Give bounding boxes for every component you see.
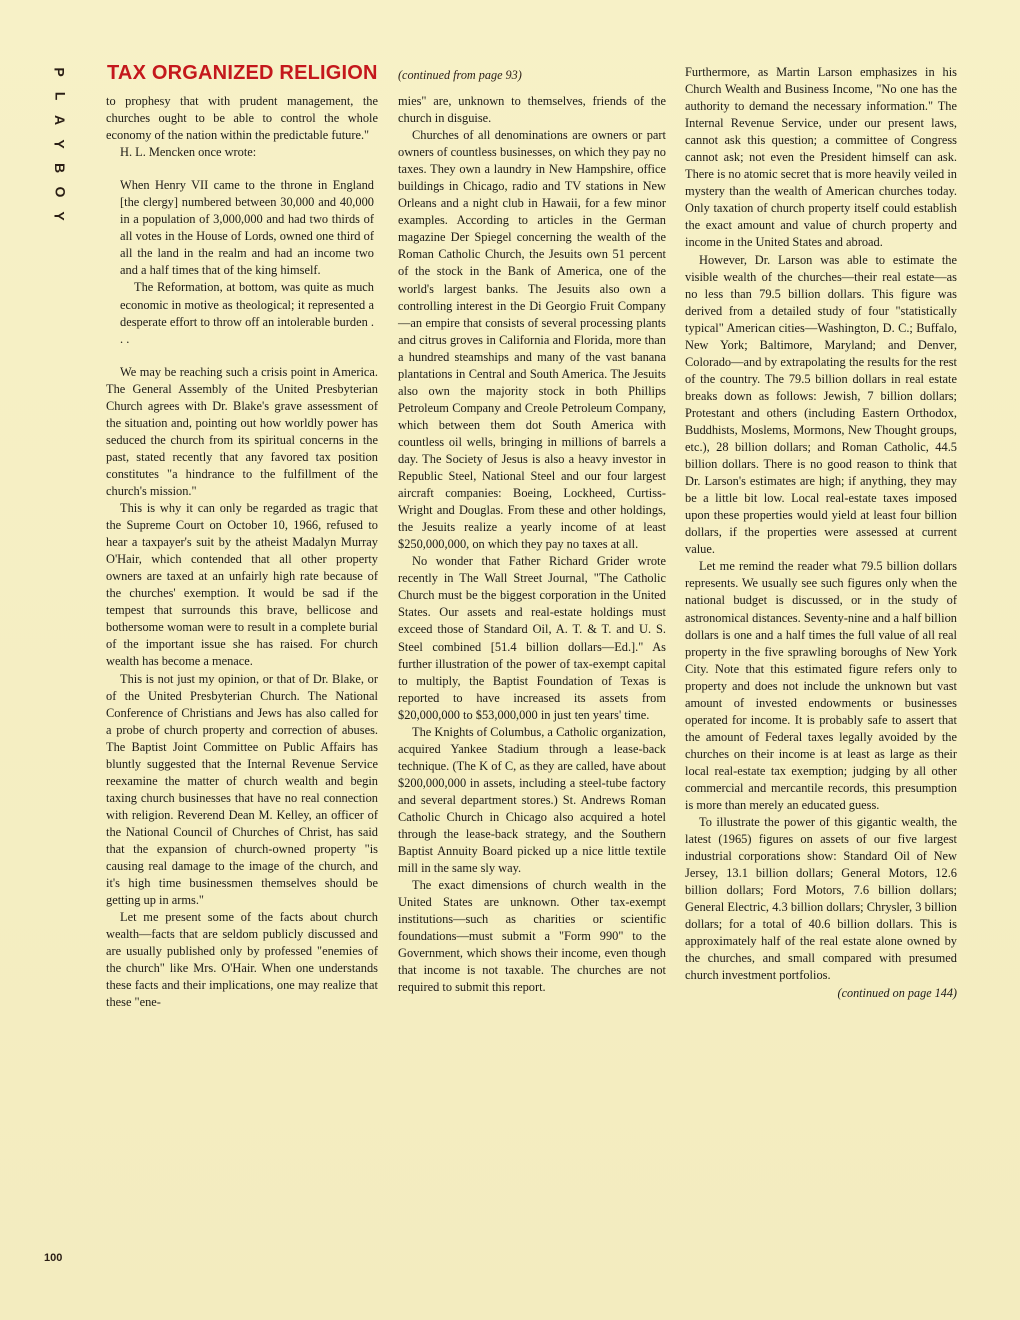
paragraph: This is why it can only be regarded as tragic that the Supreme Court on October 10, 1966, refused to hear a taxpayer's suit by the atheist Madalyn Murray O'Hair, which contended that all other property owners are taxed at an unfairly high rate because of the churches' exemption. It would be sad if the tempest that surrounds this brave, bellicose and bothersome woman were to result in a complete burial of the important issue she has raised. For church wealth has become a menace. <box>106 501 378 669</box>
brand-letter: P <box>52 67 68 77</box>
continued-on-note: (continued on page 144) <box>837 985 957 1000</box>
paragraph: mies" are, unknown to themselves, friends of the church in disguise. <box>398 94 666 126</box>
magazine-brand-vertical <box>50 60 70 228</box>
continued-from-note: (continued from page 93) <box>398 68 522 82</box>
paragraph: Let me present some of the facts about church wealth—facts that are seldom publicly discussed and are usually published only by professed "enemies of the church" like Mrs. O'Hair. When one understands these facts and their implications, one may realize that these "ene- <box>106 910 378 1010</box>
paragraph: However, Dr. Larson was able to estimate the visible wealth of the churches—their real estate—as no less than 79.5 billion dollars. This figure was derived from a detailed study of four "statistically typical" American cities—Washington, D. C.; Buffalo, New York; Baltimore, Maryland; and Denver, Colorado—and by extrapolating the results for the rest of the country. The 79.5 billion dollars in real estate breaks down as follows: Jewish, 7 billion dollars; Protestant and others (including Eastern Orthodox, Buddhists, Moslems, Mormons, New Thought groups, etc.), 28 billion dollars; and Roman Catholic, 44.5 billion dollars. There is no good reason to think that Dr. Larson's estimates are high; if anything, they may be a little bit low. Local real-estate taxes imposed upon these properties would yield at least four billion dollars, if the properties were assessed at current value. <box>685 252 957 557</box>
paragraph: H. L. Mencken once wrote: <box>120 145 257 160</box>
paragraph: The exact dimensions of church wealth in the United States are unknown. Other tax-exempt institutions—such as charities or scientific foundations—must submit a "Form 990" to the Government, which shows their income, even though that income is not taxable. The churches are not required to submit this report. <box>398 878 666 995</box>
paragraph: Churches of all denominations are owners or part owners of countless businesses, on which they pay no taxes. They own a laundry in New Hampshire, office buildings in Chicago, radio and TV stations in New Orleans and a night club in Hawaii, for a few minor examples. According to articles in the German magazine Der Spiegel concerning the wealth of the Roman Catholic Church, the Jesuits own 51 percent of the stock in the Bank of America, one of the world's largest banks. The Jesuits also own a controlling interest in the Di Georgio Fruit Company—an empire that consists of several processing plants and citrus groves in California and Florida, more than a hundred steamships and many of the vast banana plantations in Central and South America. The Jesuits also own the majority stock in both Phillips Petroleum Company and Creole Petroleum Company, which between them dot South America with countless oil wells, bringing in millions of barrels a day. The Society of Jesus is also a heavy investor in Republic Steel, National Steel and our four largest aircraft companies: Boeing, Lockheed, Curtiss-Wright and Douglas. From these and other holdings, the Jesuits realize a yearly income of at least $250,000,000, on which they pay no taxes at all. <box>398 128 666 552</box>
paragraph: We may be reaching such a crisis point in America. The General Assembly of the United Presbyterian Church agrees with Dr. Blake's grave assessment of the situation and, pointing out how worldly power has seduced the church from its spiritual concerns in the past, stated recently that any favored tax position constitutes "a hindrance to the fulfillment of the church's mission." <box>106 364 378 498</box>
block-quote <box>106 177 378 347</box>
brand-letter: A <box>52 114 68 126</box>
article-column-2 <box>398 93 666 996</box>
article-headline: TAX ORGANIZED RELIGION <box>107 62 378 84</box>
quote-paragraph: When Henry VII came to the throne in England [the clergy] numbered between 30,000 and 40,000 in a population of 3,000,000 and had two thirds of all votes in the House of Lords, owned one third of all the land in the realm and had an income two and a half times that of the king himself. <box>120 178 374 278</box>
paragraph: To illustrate the power of this gigantic wealth, the latest (1965) figures on assets of our five largest industrial corporations show: Standard Oil of New Jersey, 13.1 billion dollars; General Motors, 12.6 billion dollars; Ford Motors, 7.6 billion dollars; General Electric, 4.3 billion dollars; Chrysler, 3 billion dollars; for a total of 40.6 billion dollars. This is approximately half of the real estate alone owned by the churches, and small compared with presumed church investment portfolios. <box>685 815 957 983</box>
brand-letter: Y <box>52 211 68 221</box>
paragraph: Furthermore, as Martin Larson emphasizes in his Church Wealth and Business Income, "No one has the authority to demand the necessary information." The Internal Revenue Service, under our present laws, cannot ask this question; a committee of Congress cannot ask; not even the President himself can ask. There is no atomic secret that is more heavily veiled in mystery than the wealth of American churches today. Only taxation of church property itself could establish the exact amount and value of church property and income in the United States and abroad. <box>685 65 957 250</box>
paragraph: The Knights of Columbus, a Catholic organization, acquired Yankee Stadium through a lease-back technique. (The K of C, as they are called, have about $200,000,000 in assets, including a steel-tube factory and several department stores.) St. Andrews Roman Catholic Church in Chicago also acquired a hotel through the lease-back strategy, and the Southern Baptist Annuity Board picked up a nice little textile mill in the same sly way. <box>398 724 666 876</box>
brand-letter: O <box>51 186 68 198</box>
brand-letter: Y <box>52 139 68 149</box>
brand-letter: B <box>52 162 68 174</box>
article-column-1 <box>106 93 378 1011</box>
paragraph: to prophesy that with prudent management, the churches ought to be able to control the whole economy of the nation within the predictable future." <box>106 94 378 143</box>
article-column-3 <box>685 64 957 1002</box>
page-number: 100 <box>44 1252 63 1264</box>
paragraph: No wonder that Father Richard Grider wrote recently in The Wall Street Journal, "The Catholic Church must be the biggest corporation in the United States. Our assets and real-estate holdings must exceed those of Standard Oil, A. T. & T. and U. S. Steel combined [51.4 billion dollars—Ed.]." As further illustration of the power of tax-exempt capital to multiply, the Baptist Foundation of Texas is reported to have increased its assets from $20,000,000 to $53,000,000 in just ten years' time. <box>398 554 666 722</box>
quote-paragraph: The Reformation, at bottom, was quite as much economic in motive as theological; it represented a desperate effort to throw off an intolerable burden . . . <box>120 280 374 346</box>
brand-letter: L <box>52 91 68 101</box>
paragraph: This is not just my opinion, or that of Dr. Blake, or of the United Presbyterian Church. The National Conference of Christians and Jews has also called for a probe of church property and correction of abuses. The Baptist Joint Committee on Public Affairs has bluntly suggested that the Internal Revenue Service reexamine the matter of church wealth and begin taxing church businesses that have no real connection with religion. Reverend Dean M. Kelley, an officer of the National Council of Churches of Christ, has said that the expansion of church-owned property "is causing real damage to the image of the church, and it's high time businessmen themselves should be getting up in arms." <box>106 671 378 908</box>
paragraph: Let me remind the reader what 79.5 billion dollars represents. We usually see such figures only when the national budget is discussed, or in the study of astronomical distances. Seventy-nine and a half billion dollars is one and a half times the full value of all real property in the five sprawling boroughs of New York City. Note that this estimated figure refers only to property and does not include the unknown but vast amount of invested endowments or businesses operated for income. It is probably safe to assert that the amount of Federal taxes legally avoided by the churches on their income is at least as large as their local real-estate tax exemption; judging by all other commercial and mercantile records, this presumption is more than merely an educated guess. <box>685 559 957 813</box>
